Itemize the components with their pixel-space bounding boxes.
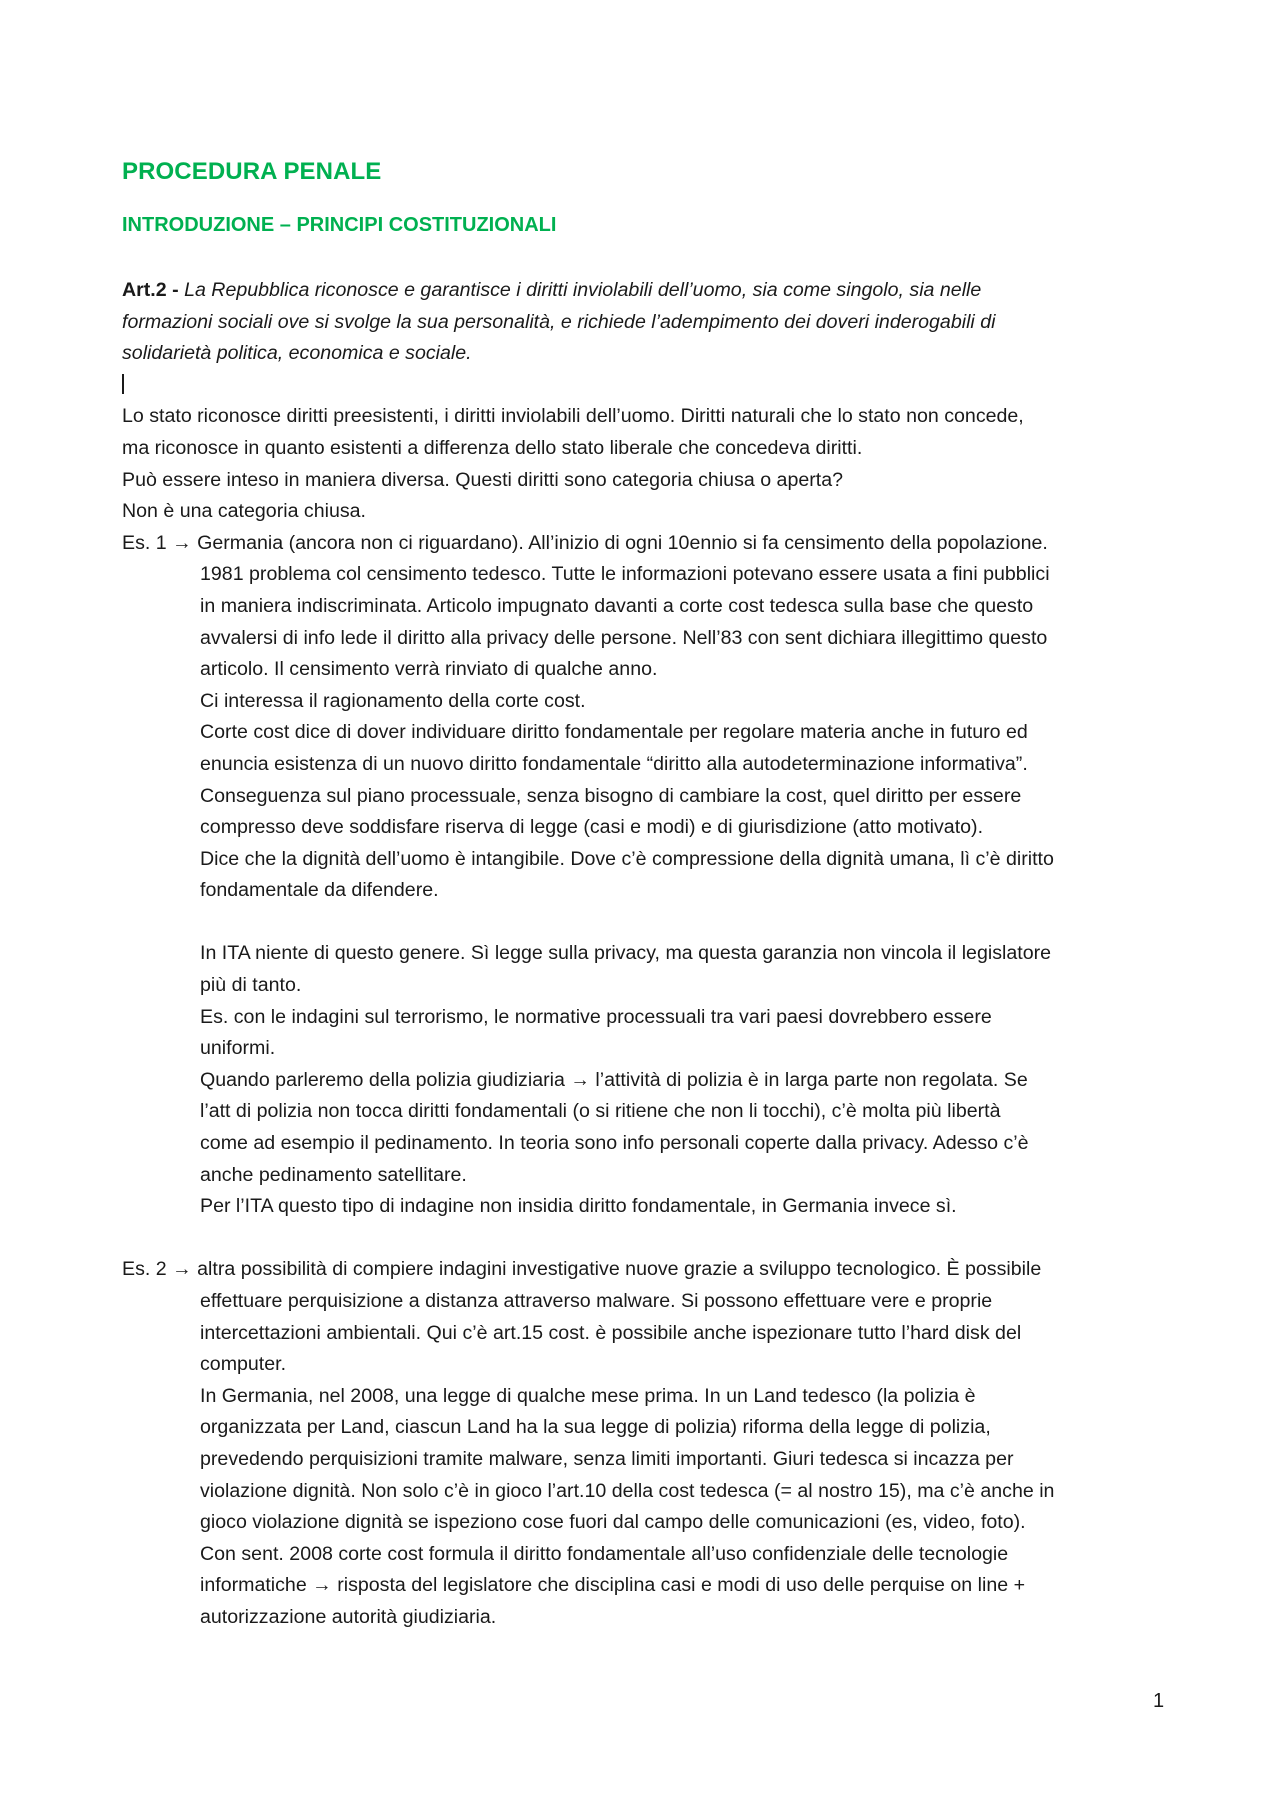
example-2-line: effettuare perquisizione a distanza attraverso malware. Si possono effettuare vere e proprie	[200, 1290, 993, 1312]
example-1-line: in maniera indiscriminata. Articolo impugnato davanti a corte cost tedesca sulla base che questo	[200, 594, 1034, 617]
example-2-line: computer.	[200, 1353, 287, 1376]
example-1-line: fondamentale da difendere.	[200, 879, 439, 902]
article-text: La Repubblica riconosce e garantisce i diritti inviolabili dell’uomo, sia come singolo, sia nelle	[184, 279, 982, 301]
article-line	[122, 275, 1162, 307]
page-number: 1	[1153, 1690, 1165, 1712]
example-1-line: Per l’ITA questo tipo di indagine non insidia diritto fondamentale, in Germania invece sì.	[200, 1195, 957, 1218]
example-2-line: autorizzazione autorità giudiziaria.	[200, 1605, 497, 1628]
arrow-right-icon: →	[312, 1574, 332, 1597]
example-1-line: Conseguenza sul piano processuale, senza bisogno di cambiare la cost, quel diritto per essere	[200, 784, 1022, 807]
paragraph-line: Lo stato riconosce diritti preesistenti, i diritti inviolabili dell’uomo. Diritti naturali che lo stato non concede,	[122, 405, 1024, 428]
example-2-line: prevedendo perquisizioni tramite malware, senza limiti importanti. Giuri tedesca si incazza per	[200, 1447, 1014, 1470]
example-2-line: In Germania, nel 2008, una legge di qualche mese prima. In un Land tedesco (la polizia è	[200, 1384, 976, 1407]
example-2-label: Es. 2	[122, 1258, 173, 1281]
article-line: formazioni sociali ove si svolge la sua personalità, e richiede l’adempimento dei doveri inderogabili di	[122, 310, 996, 333]
section-heading: INTRODUZIONE – PRINCIPI COSTITUZIONALI	[122, 214, 557, 236]
blank-line	[122, 1223, 1162, 1255]
example-1-line: anche pedinamento satellitare.	[200, 1163, 467, 1186]
example-2-line: intercettazioni ambientali. Qui c’è art.15 cost. è possibile anche ispezionare tutto l’hard disk del	[200, 1321, 1022, 1344]
example-1-line: compresso deve soddisfare riserva di legge (casi e modi) e di giurisdizione (atto motivato).	[200, 816, 984, 839]
example-1-line: più di tanto.	[200, 974, 302, 997]
example-1-line: avvalersi di info lede il diritto alla privacy delle persone. Nell’83 con sent dichiara illegittimo questo	[200, 626, 1048, 649]
example-1-line: come ad esempio il pedinamento. In teoria sono info personali coperte dalla privacy. Adesso c’è	[200, 1132, 1029, 1155]
example-2-line: informatiche → risposta del legislatore che disciplina casi e modi di uso delle perquise on line +	[200, 1574, 1026, 1597]
example-1-line: Dice che la dignità dell’uomo è intangibile. Dove c’è compressione della dignità umana, lì c’è diritto	[200, 847, 1054, 870]
example-1-line: Corte cost dice di dover individuare diritto fondamentale per regolare materia anche in futuro ed	[200, 721, 1028, 744]
example-2-line: Es. 2 → altra possibilità di compiere indagini investigative nuove grazie a sviluppo tecnologico. È possibile	[122, 1258, 1042, 1281]
example-2-line: Con sent. 2008 corte cost formula il diritto fondamentale all’uso confidenziale delle tecnologie	[200, 1542, 1009, 1565]
arrow-right-icon: →	[172, 531, 192, 554]
example-1-line: In ITA niente di questo genere. Sì legge sulla privacy, ma questa garanzia non vincola il legislatore	[200, 942, 1052, 965]
article-label: Art.2 -	[122, 279, 185, 301]
example-1-line: articolo. Il censimento verrà rinviato di qualche anno.	[200, 658, 658, 681]
document-title: PROCEDURA PENALE	[122, 158, 382, 185]
arrow-right-icon: →	[172, 1258, 192, 1281]
example-1-line: Es. 1 → Germania (ancora non ci riguardano). All’inizio di ogni 10ennio si fa censimento della popolazione.	[122, 531, 1048, 554]
example-1-label: Es. 1	[122, 531, 173, 554]
example-1-line: Quando parleremo della polizia giudiziaria → l’attività di polizia è in larga parte non regolata. Se	[200, 1068, 1028, 1091]
example-1-line: enuncia esistenza di un nuovo diritto fondamentale “diritto alla autodeterminazione informativa”.	[200, 752, 1028, 775]
text-cursor-line[interactable]	[122, 370, 1162, 402]
example-1-line: 1981 problema col censimento tedesco. Tutte le informazioni potevano essere usata a fini pubblici	[200, 563, 1050, 586]
paragraph-line: Può essere inteso in maniera diversa. Questi diritti sono categoria chiusa o aperta?	[122, 468, 844, 491]
blank-line	[122, 907, 1162, 939]
text-cursor	[122, 374, 124, 394]
paragraph-line: Non è una categoria chiusa.	[122, 500, 366, 523]
arrow-right-icon: →	[570, 1068, 590, 1091]
paragraph-line: ma riconosce in quanto esistenti a differenza dello stato liberale che concedeva diritti.	[122, 436, 863, 459]
example-1-line: uniformi.	[200, 1037, 276, 1060]
example-1-line: Ci interessa il ragionamento della corte cost.	[200, 689, 586, 712]
article-line: solidarietà politica, economica e sociale.	[122, 342, 472, 365]
example-1-line: Es. con le indagini sul terrorismo, le normative processuali tra vari paesi dovrebbero essere	[200, 1005, 992, 1028]
example-2-line: organizzata per Land, ciascun Land ha la sua legge di polizia) riforma della legge di polizia,	[200, 1416, 991, 1439]
document-body[interactable]	[122, 275, 1162, 1634]
example-2-line: violazione dignità. Non solo c’è in gioco l’art.10 della cost tedesca (= al nostro 15), ma c’è anche in	[200, 1479, 1055, 1502]
example-2-line: gioco violazione dignità se ispeziono cose fuori dal campo delle comunicazioni (es, video, foto).	[200, 1511, 1026, 1534]
example-1-line: l’att di polizia non tocca diritti fondamentali (o si ritiene che non li tocchi), c’è molta più libertà	[200, 1100, 1001, 1123]
